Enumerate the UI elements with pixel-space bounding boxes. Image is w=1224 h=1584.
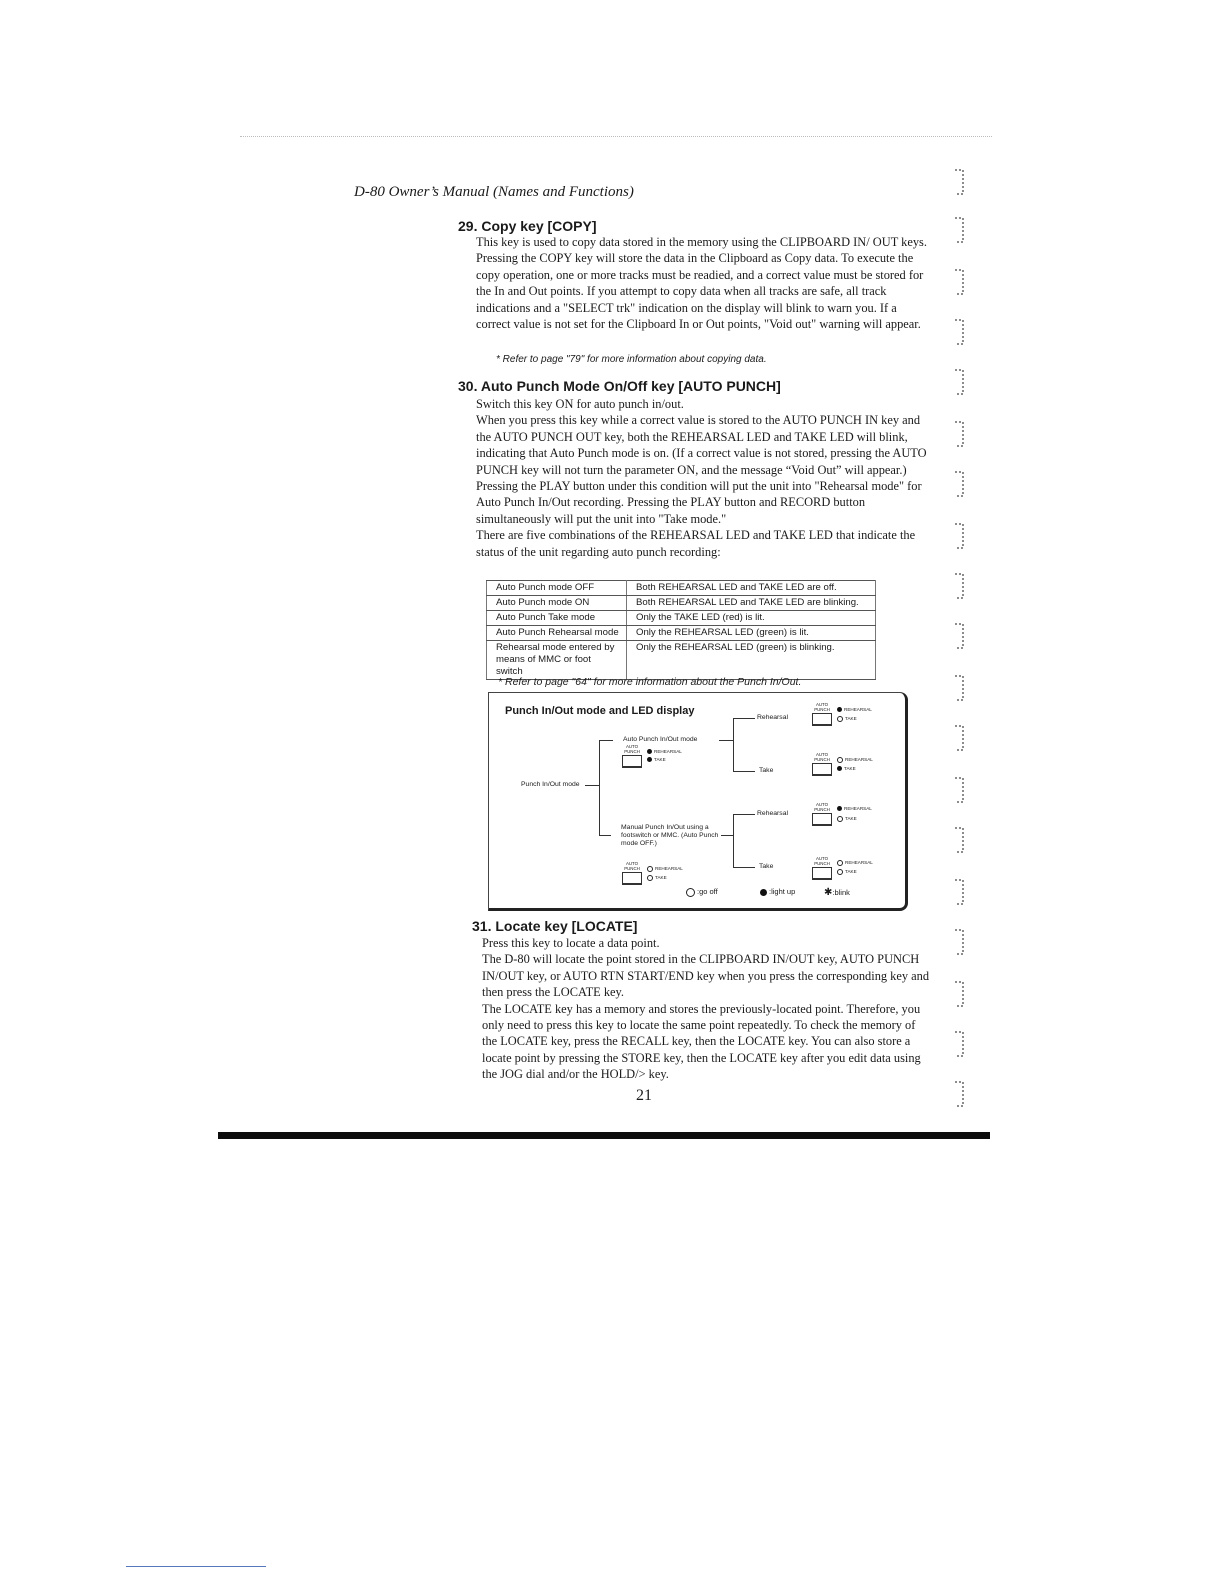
table-cell-mode: Auto Punch Rehearsal mode: [487, 626, 627, 641]
connector-line: [599, 835, 611, 836]
take-label: Take: [759, 863, 774, 870]
connector-line: [733, 867, 755, 868]
scan-line-mark: [126, 1566, 266, 1567]
legend-blink: ✱:blink: [824, 887, 850, 898]
paragraph: The LOCATE key has a memory and stores the previously-located point. Therefore, you only need to press this key to locate the same point repeatedly. To check the memory of the LOCATE key, press the RECALL key, then the LOCATE key. You can also store a locate point by pressing the STORE key, then the LOCATE key after you edit data using the JOG dial and/or the HOLD/> key.: [482, 1001, 921, 1082]
take-label: Take: [759, 767, 774, 774]
led-indicator: TAKE: [647, 875, 667, 881]
rehearsal-label: Rehearsal: [757, 810, 788, 817]
paragraph: There are five combinations of the REHEARSAL LED and TAKE LED that indicate the status of the unit regarding auto punch recording:: [476, 528, 916, 559]
diagram-root-label: Punch In/Out mode: [521, 781, 580, 788]
led-indicator: REHEARSAL: [837, 757, 873, 763]
led-indicator: TAKE: [837, 766, 856, 771]
note-punch: * Refer to page "64" for more information about the Punch In/Out.: [498, 676, 802, 688]
section-body-copy: [476, 234, 928, 332]
table-cell-status: Both REHEARSAL LED and TAKE LED are blinking.: [627, 596, 876, 611]
table-row: [487, 626, 876, 641]
connector-line: [585, 785, 599, 786]
table-row: [487, 581, 876, 596]
auto-punch-key-icon: AUTO PUNCH: [811, 703, 833, 726]
led-blink-icon: ✱: [824, 887, 833, 898]
led-indicator: TAKE: [837, 816, 857, 822]
footer-bar: [218, 1132, 990, 1139]
paragraph: Pressing the PLAY button under this condition will put the unit into "Rehearsal mode" for Auto Punch In/Out recording. Pressing the PLAY button and RECORD button simultaneously will put the unit into "Take mode.": [476, 479, 922, 526]
table-cell-status: Only the REHEARSAL LED (green) is blinking.: [627, 641, 876, 680]
connector-line: [733, 814, 755, 815]
table-row: [487, 641, 876, 680]
auto-punch-key-icon: AUTO PUNCH: [621, 862, 643, 885]
scan-noise-line: [240, 136, 992, 137]
table-cell-status: Only the REHEARSAL LED (green) is lit.: [627, 626, 876, 641]
section-title-auto-punch: 30. Auto Punch Mode On/Off key [AUTO PUNCH]: [458, 378, 781, 394]
led-indicator: TAKE: [647, 757, 666, 762]
table-cell-mode: Rehearsal mode entered by means of MMC or foot switch: [487, 641, 627, 680]
connector-line: [733, 771, 755, 772]
led-indicator: REHEARSAL: [837, 860, 873, 866]
led-indicator: REHEARSAL: [647, 866, 683, 872]
table-cell-status: Both REHEARSAL LED and TAKE LED are off.: [627, 581, 876, 596]
table-cell-mode: Auto Punch mode ON: [487, 596, 627, 611]
note-copy: * Refer to page "79" for more information about copying data.: [496, 354, 767, 365]
led-off-icon: [686, 888, 695, 897]
connector-line: [719, 740, 733, 741]
table-cell-mode: Auto Punch Take mode: [487, 611, 627, 626]
led-indicator: REHEARSAL: [837, 707, 872, 712]
table-cell-mode: Auto Punch mode OFF: [487, 581, 627, 596]
table-cell-status: Only the TAKE LED (red) is lit.: [627, 611, 876, 626]
led-status-table: [486, 580, 876, 680]
paragraph: When you press this key while a correct value is stored to the AUTO PUNCH IN key and the AUTO PUNCH OUT key, both the REHEARSAL LED and TAKE LED will blink, indicating that Auto Punch mode is on. (If a correct value is not stored, pressing the AUTO PUNCH key will not turn the parameter ON, and the message “Void Out” will appear.): [476, 413, 927, 477]
running-header: D-80 Owner’s Manual (Names and Functions): [354, 184, 634, 200]
connector-line: [599, 740, 613, 741]
led-indicator: REHEARSAL: [647, 749, 682, 754]
connector-line: [733, 718, 755, 719]
manual-branch-label: Manual Punch In/Out using a footswitch or MMC. (Auto Punch mode OFF.): [621, 824, 719, 847]
paragraph: Press this key to locate a data point.: [482, 936, 660, 950]
diagram-title: Punch In/Out mode and LED display: [505, 705, 695, 717]
section-title-locate: 31. Locate key [LOCATE]: [472, 918, 638, 934]
led-indicator: REHEARSAL: [837, 806, 872, 811]
legend-on: :light up: [760, 887, 795, 896]
page-number: 21: [636, 1087, 652, 1104]
rehearsal-label: Rehearsal: [757, 714, 788, 721]
auto-punch-key-icon: AUTO PUNCH: [811, 753, 833, 776]
paragraph: This key is used to copy data stored in the memory using the CLIPBOARD IN/ OUT keys. Pressing the COPY key will store the data in the Clipboard as Copy data. To execute the copy operation, one or more tracks must be readied, and a correct value must be stored for the In and Out points. If you attempt to copy data when all tracks are safe, all track indications and a "SELECT trk" indication on the display will blink to warn you. If a correct value is not set for the Clipboard In or Out points, "Void out" warning will appear.: [476, 235, 927, 332]
table-row: [487, 596, 876, 611]
connector-line: [721, 835, 733, 836]
section-body-locate: [482, 935, 930, 1083]
binding-marks: [952, 168, 966, 1108]
led-indicator: TAKE: [837, 869, 857, 875]
legend-off: :go off: [686, 887, 718, 897]
auto-branch-label: Auto Punch In/Out mode: [623, 736, 698, 743]
auto-punch-key-icon: AUTO PUNCH: [621, 745, 643, 768]
section-title-copy: 29. Copy key [COPY]: [458, 218, 597, 234]
paragraph: The D-80 will locate the point stored in the CLIPBOARD IN/OUT key, AUTO PUNCH IN/OUT key, or AUTO RTN START/END key when you press the corresponding key and then press the LOCATE key.: [482, 952, 930, 1000]
connector-line: [599, 740, 600, 836]
auto-punch-key-icon: AUTO PUNCH: [811, 803, 833, 826]
punch-mode-diagram: [488, 692, 908, 911]
auto-punch-key-icon: AUTO PUNCH: [811, 857, 833, 880]
section-body-auto-punch: [476, 396, 928, 560]
connector-line: [733, 718, 734, 772]
connector-line: [733, 814, 734, 868]
led-on-icon: [760, 889, 767, 896]
led-indicator: TAKE: [837, 716, 857, 722]
paragraph: Switch this key ON for auto punch in/out.: [476, 397, 684, 411]
table-row: [487, 611, 876, 626]
